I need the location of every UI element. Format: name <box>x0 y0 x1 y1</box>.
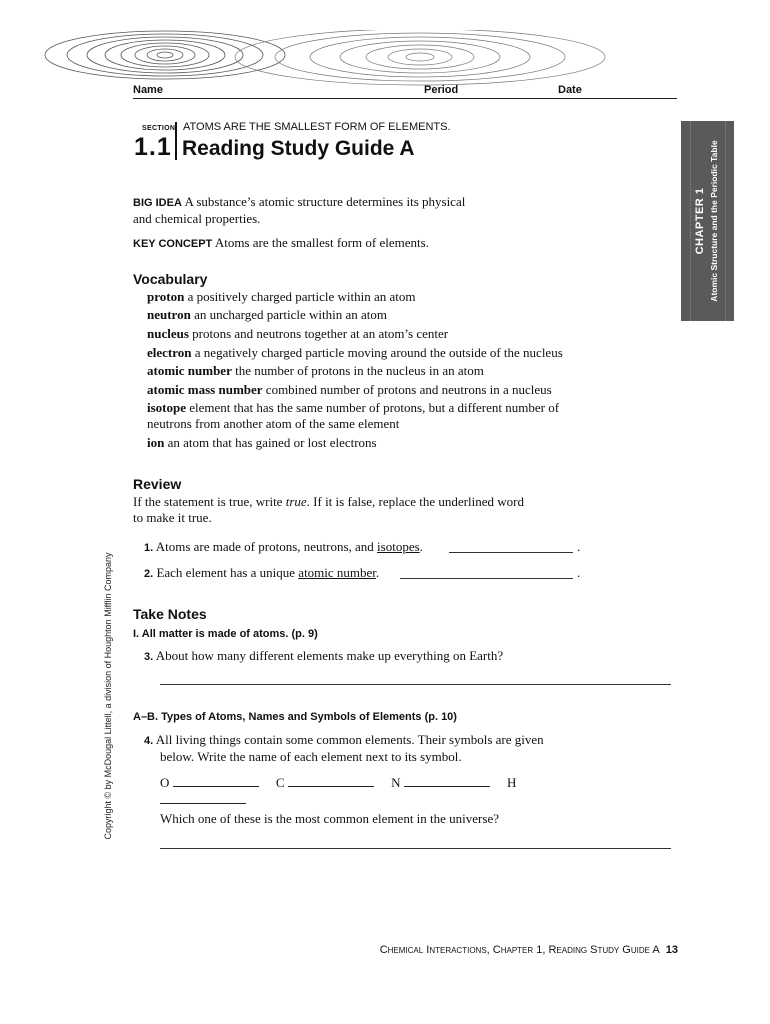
vocabulary-heading: Vocabulary <box>133 271 208 287</box>
answer-line-2-period: . <box>577 565 581 580</box>
symbol-n: N <box>391 775 401 790</box>
section-number: 1.1 <box>134 133 172 161</box>
section-word: SECTION <box>142 125 176 132</box>
name-label: Name <box>133 84 163 96</box>
section-subtitle: ATOMS ARE THE SMALLEST FORM OF ELEMENTS. <box>183 121 451 133</box>
symbol-c-blank[interactable] <box>288 774 374 787</box>
big-idea-text-line1: A substance’s atomic structure determines its physical <box>184 194 466 209</box>
key-concept-text: Atoms are the smallest form of elements. <box>214 235 429 250</box>
vocabulary-item: electron a negatively charged particle moving around the outside of the nucleus <box>147 345 563 360</box>
decorative-rings-graphic <box>30 30 630 90</box>
notes-section-1: I. All matter is made of atoms. (p. 9) <box>133 628 318 640</box>
review-question-2: 2. Each element has a unique atomic number. <box>144 565 380 580</box>
vocabulary-item: ion an atom that has gained or lost electrons <box>147 435 377 450</box>
vocabulary-item: proton a positively charged particle within an atom <box>147 289 416 304</box>
header-rule <box>133 98 677 99</box>
notes-question-4-followup: Which one of these is the most common element in the universe? <box>160 811 499 826</box>
page-number: 13 <box>665 944 678 956</box>
copyright-notice: Copyright © by McDougal Littell, a division of Houghton Mifflin Company <box>103 552 113 840</box>
chapter-topic: Atomic Structure and the Periodic Table <box>709 140 719 302</box>
chapter-label: CHAPTER 1 <box>694 187 706 255</box>
big-idea-text-line2: and chemical properties. <box>133 211 261 226</box>
review-instructions: If the statement is true, write true. If it is false, replace the underlined word to make it true. <box>133 494 524 525</box>
answer-line-1[interactable] <box>449 552 573 553</box>
notes-question-3: 3. About how many different elements make up everything on Earth? <box>144 648 504 663</box>
chapter-side-tab <box>681 121 734 321</box>
review-question-1: 1. Atoms are made of protons, neutrons, and isotopes. <box>144 539 423 554</box>
vocabulary-item: nucleus protons and neutrons together at an atom’s center <box>147 326 449 341</box>
page-footer <box>380 944 678 956</box>
take-notes-heading: Take Notes <box>133 606 207 622</box>
vocabulary-item: atomic mass number combined number of protons and neutrons in a nucleus <box>147 382 552 397</box>
key-concept-label: KEY CONCEPT <box>133 238 213 250</box>
footer-text: Chemical Interactions, Chapter 1, Reading Study Guide A <box>379 944 660 956</box>
symbol-h: H <box>506 775 517 790</box>
vocabulary-item: neutron an uncharged particle within an atom <box>147 307 387 322</box>
vocabulary-item: atomic number the number of protons in the nucleus in an atom <box>147 363 484 378</box>
review-heading: Review <box>133 476 182 492</box>
answer-line-1-period: . <box>577 539 581 554</box>
page-title: Reading Study Guide A <box>182 137 415 160</box>
key-concept <box>133 235 429 252</box>
section-divider <box>175 122 177 160</box>
notes-section-2: A–B. Types of Atoms, Names and Symbols of Elements (p. 10) <box>133 711 457 723</box>
element-symbols-row <box>160 774 600 808</box>
big-idea <box>133 194 465 227</box>
big-idea-label: BIG IDEA <box>133 197 182 209</box>
answer-line-4[interactable] <box>160 848 671 849</box>
symbol-h-blank[interactable] <box>160 791 246 804</box>
symbol-n-blank[interactable] <box>404 774 490 787</box>
date-label: Date <box>558 84 582 96</box>
symbol-o: O <box>160 775 170 790</box>
period-label: Period <box>424 84 459 96</box>
answer-line-2[interactable] <box>400 578 573 579</box>
vocabulary-item: isotope element that has the same number of protons, but a different number of neutrons from another atom of the same element <box>147 400 560 431</box>
notes-question-4: 4. All living things contain some common elements. Their symbols are given below. Write the name of each element next to its symbol. <box>144 732 544 764</box>
symbol-o-blank[interactable] <box>173 774 259 787</box>
symbol-c: C <box>275 775 285 790</box>
answer-line-3[interactable] <box>160 684 671 685</box>
